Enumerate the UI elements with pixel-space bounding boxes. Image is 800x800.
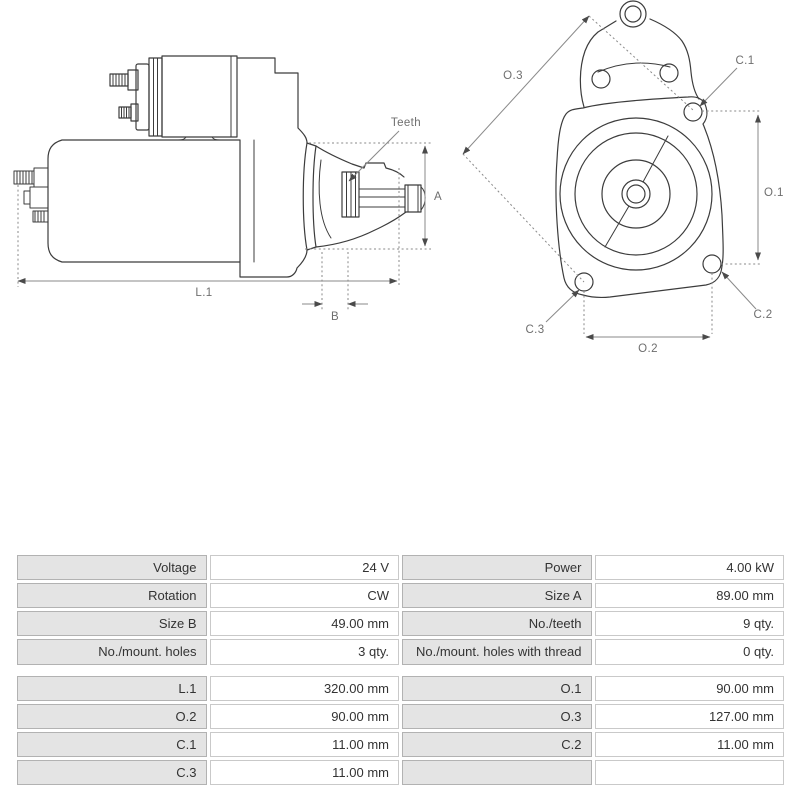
spec-value-cell: 90.00 mm: [210, 704, 400, 729]
spec-value-cell: 90.00 mm: [595, 676, 785, 701]
spec-label-cell: C.2: [402, 732, 592, 757]
spec-label-cell: Power: [402, 555, 592, 580]
spec-value-cell: [595, 760, 785, 785]
spec-label-cell: Rotation: [17, 583, 207, 608]
label-teeth: Teeth: [390, 117, 422, 129]
hub-circle: [602, 160, 670, 228]
spec-label-cell: C.1: [17, 732, 207, 757]
spec-value-cell: 4.00 kW: [595, 555, 785, 580]
terminal-studs: [14, 168, 48, 222]
front-dimensions: [463, 16, 784, 355]
table-row: [17, 676, 784, 701]
label-o3: O.3: [503, 70, 523, 82]
shaft-bearing: [405, 185, 421, 212]
spec-label-cell: C.3: [17, 760, 207, 785]
label-o1: O.1: [764, 187, 784, 199]
spec-label-cell: L.1: [17, 676, 207, 701]
bracket-left-hole: [592, 70, 610, 88]
bracket-top-hole: [620, 1, 646, 27]
spec-value-cell: 24 V: [210, 555, 400, 580]
spec-table-general: [14, 552, 787, 668]
label-c2: C.2: [753, 309, 773, 321]
front-view-drawing: [463, 1, 784, 355]
table-row: [17, 583, 784, 608]
table-row: [17, 611, 784, 636]
spec-value-cell: 89.00 mm: [595, 583, 785, 608]
motor-body: [48, 140, 240, 262]
hole-c1: [684, 103, 702, 121]
hole-c2: [703, 255, 721, 273]
label-b: B: [330, 311, 340, 323]
spec-value-cell: 11.00 mm: [210, 732, 400, 757]
table-row: [17, 704, 784, 729]
spec-value-cell: 9 qty.: [595, 611, 785, 636]
label-l1: L.1: [195, 287, 213, 299]
solenoid: [110, 56, 237, 140]
label-a: A: [434, 191, 443, 203]
section-line: [605, 136, 668, 247]
spec-label-cell: Size A: [402, 583, 592, 608]
spec-label-cell: No./mount. holes: [17, 639, 207, 664]
label-c1: C.1: [735, 55, 755, 67]
table-row: [17, 639, 784, 664]
side-dimensions: [18, 117, 442, 323]
spec-label-cell: No./teeth: [402, 611, 592, 636]
nose-cone: [316, 146, 404, 177]
spec-label-cell: O.2: [17, 704, 207, 729]
spec-label-cell: Voltage: [17, 555, 207, 580]
label-c3: C.3: [525, 324, 545, 336]
table-row: [17, 760, 784, 785]
side-view-drawing: [14, 56, 442, 323]
spec-label-cell: No./mount. holes with thread: [402, 639, 592, 664]
label-o2: O.2: [638, 343, 658, 355]
spec-value-cell: 49.00 mm: [210, 611, 400, 636]
spec-label-cell: Size B: [17, 611, 207, 636]
table-row: [17, 732, 784, 757]
bell-rim: [303, 143, 316, 250]
spec-value-cell: 0 qty.: [595, 639, 785, 664]
spec-value-cell: 320.00 mm: [210, 676, 400, 701]
drive-housing: [237, 58, 425, 277]
spec-label-cell: O.1: [402, 676, 592, 701]
flange-outer-circle: [560, 118, 712, 270]
mounting-flange: [556, 1, 723, 297]
spec-label-cell: [402, 760, 592, 785]
table-row: [17, 555, 784, 580]
spec-value-cell: 11.00 mm: [210, 760, 400, 785]
spec-value-cell: 11.00 mm: [595, 732, 785, 757]
spec-value-cell: 3 qty.: [210, 639, 400, 664]
spec-value-cell: CW: [210, 583, 400, 608]
spec-table-dimensions: [14, 673, 787, 789]
spec-label-cell: O.3: [402, 704, 592, 729]
specifications: [14, 552, 787, 788]
spec-value-cell: 127.00 mm: [595, 704, 785, 729]
shaft: [359, 189, 405, 207]
